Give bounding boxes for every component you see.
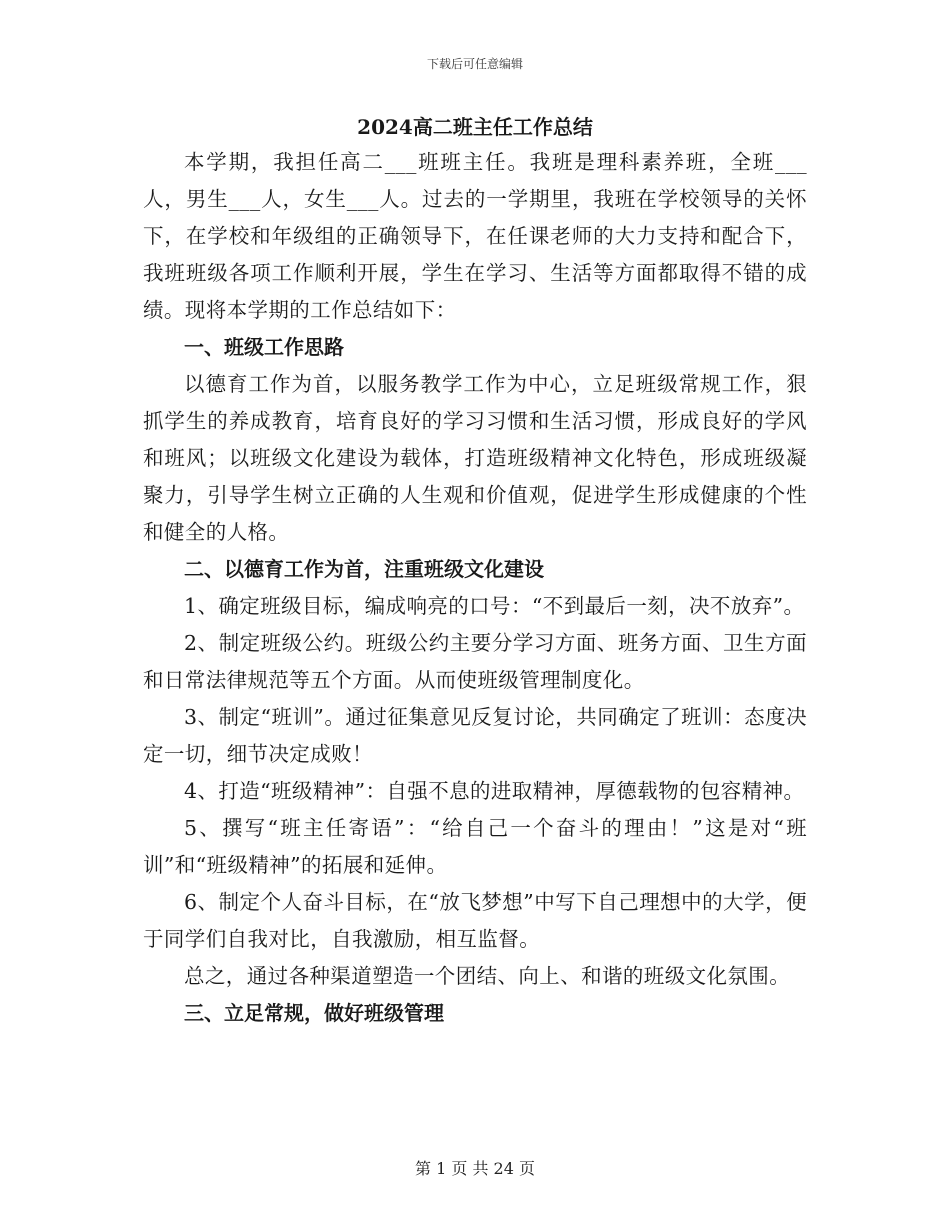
section-2-item-6: 6、制定个人奋斗目标，在“放飞梦想”中写下自己理想中的大学，便于同学们自我对比，自我激励，相互监督。 [143,890,807,951]
intro-paragraph: 本学期，我担任高二___班班主任。我班是理科素养班，全班___人，男生___人，女生___人。过去的一学期里，我班在学校领导的关怀下，在学校和年级组的正确领导下，在任课老师的大力支持和配合下，我班班级各项工作顺利开展，学生在学习、生活等方面都取得不错的成绩。现将本学期的工作总结如下： [143,150,807,322]
section-2-item-1: 1、确定班级目标，编成响亮的口号：“不到最后一刻，决不放弃”。 [184,594,805,618]
section-2-item-5: 5、撰写“班主任寄语”：“给自己一个奋斗的理由！”这是对“班训”和“班级精神”的拓展和延伸。 [143,816,807,877]
section-1-heading: 一、班级工作思路 [184,335,344,359]
section-1-paragraph: 以德育工作为首，以服务教学工作为中心，立足班级常规工作，狠抓学生的养成教育，培育良好的学习习惯和生活习惯，形成良好的学风和班风；以班级文化建设为载体，打造班级精神文化特色，形成班级凝聚力，引导学生树立正确的人生观和价值观，促进学生形成健康的个性和健全的人格。 [143,372,807,544]
section-2-item-2: 2、制定班级公约。班级公约主要分学习方面、班务方面、卫生方面和日常法律规范等五个方面。从而使班级管理制度化。 [143,631,807,692]
page-header-note: 下载后可任意编辑 [426,57,523,71]
section-2-item-4: 4、打造“班级精神”：自强不息的进取精神，厚德载物的包容精神。 [184,779,805,803]
section-2-heading: 二、以德育工作为首，注重班级文化建设 [184,557,544,581]
section-2-summary: 总之，通过各种渠道塑造一个团结、向上、和谐的班级文化氛围。 [184,964,791,988]
page-number-footer: 第 1 页 共 24 页 [415,1159,535,1178]
section-2-item-3: 3、制定“班训”。通过征集意见反复讨论，共同确定了班训：态度决定一切，细节决定成败！ [143,705,807,766]
section-3-heading: 三、立足常规，做好班级管理 [184,1001,444,1025]
document-title: 2024高二班主任工作总结 [357,115,593,139]
document-body [143,112,807,1032]
